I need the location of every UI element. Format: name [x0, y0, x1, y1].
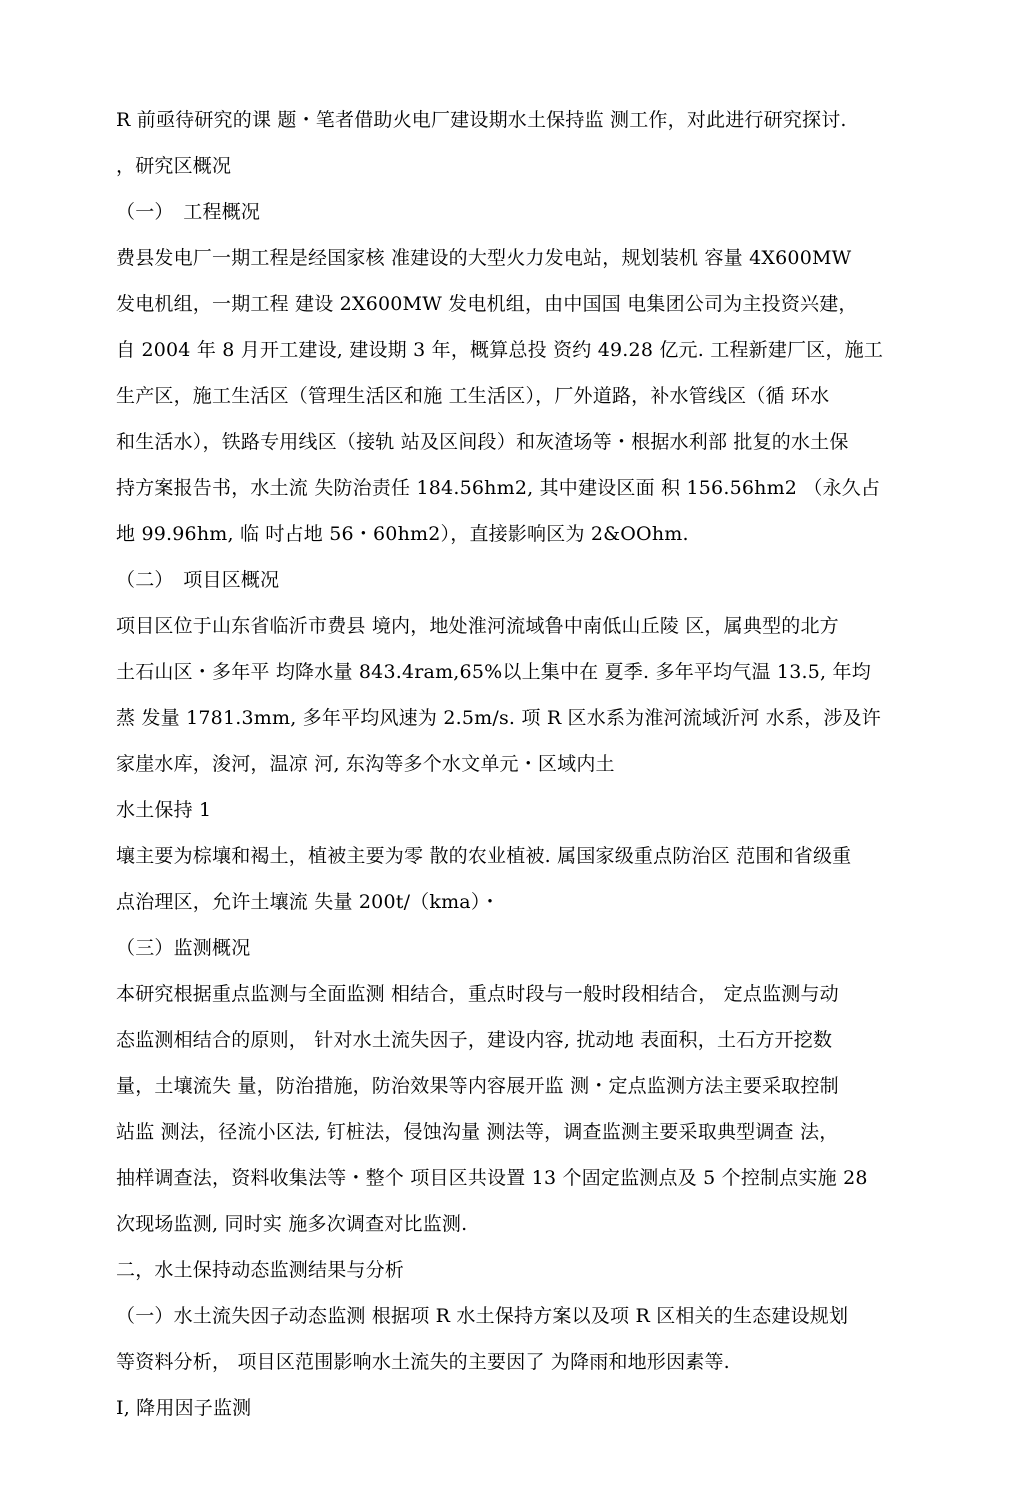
text-line: 自 2004 年 8 月开工建设, 建设期 3 年，概算总投 资约 49.28 亿元. 工程新建厂区，施工 — [116, 339, 884, 361]
subsection-heading: I, 降用因子监测 — [116, 1397, 252, 1419]
subsection-heading: （二） 项目区概况 — [116, 569, 280, 591]
text-line: 和生活水），铁路专用线区（接轨 站及区间段）和灰渣场等・根据水利部 批复的水土保 — [116, 431, 849, 453]
text-line: 项目区位于山东省临沂市费县 境内，地处淮河流域鲁中南低山丘陵 区，属典型的北方 — [116, 615, 839, 637]
text-line: 土石山区・多年平 均降水量 843.4ram,65%以上集中在 夏季. 多年平均气温 13.5, 年均 — [116, 661, 871, 683]
text-line: 等资料分析， 项目区范围影响水土流失的主要因了 为降雨和地形因素等. — [116, 1351, 730, 1373]
text-line: 持方案报告书，水土流 失防治责任 184.56hm2, 其中建设区面 积 156.56hm2 （永久占 — [116, 477, 881, 499]
section-heading: 二，水土保持动态监测结果与分析 — [116, 1259, 405, 1281]
text-line: 站监 测法，径流小区法, 钉桩法，侵蚀沟量 测法等，调查监测主要采取典型调查 法， — [116, 1121, 839, 1143]
text-line: 态监测相结合的原则， 针对水土流失因子，建设内容, 扰动地 表面积，土石方开挖数 — [116, 1029, 833, 1051]
section-heading: ，研究区概况 — [116, 155, 232, 177]
text-line: 量，土壤流失 量，防治措施，防治效果等内容展开监 测・定点监测方法主要采取控制 — [116, 1075, 839, 1097]
text-line: 本研究根据重点监测与全面监测 相结合，重点时段与一般时段相结合， 定点监测与动 — [116, 983, 839, 1005]
text-line: 水土保持 1 — [116, 799, 212, 821]
text-line: 发电机组，一期工程 建设 2X600MW 发电机组，由中国国 电集团公司为主投资兴建， — [116, 293, 858, 315]
text-line: 抽样调查法，资料收集法等・整个 项目区共设置 13 个固定监测点及 5 个控制点实施 28 — [116, 1167, 868, 1189]
text-line: 点治理区，允许土壤流 失量 200t/（kma）・ — [116, 891, 500, 913]
text-line: R 前亟待研究的课 题・笔者借助火电厂建设期水土保持监 测工作，对此进行研究探讨. — [116, 109, 847, 131]
text-line: 家崖水库，浚河，温凉 河, 东沟等多个水文单元・区域内土 — [116, 753, 615, 775]
text-line: 费县发电厂一期工程是经国家核 准建设的大型火力发电站，规划装机 容量 4X600MW — [116, 247, 852, 269]
text-line: 壤主要为棕壤和褐土，植被主要为零 散的农业植被. 属国家级重点防治区 范围和省级重 — [116, 845, 852, 867]
text-line: 地 99.96hm, 临 吋占地 56・60hm2），直接影响区为 2&OOhm. — [116, 523, 689, 545]
text-line: 蒸 发量 1781.3mm, 多年平均风速为 2.5m/s. 项 R 区水系为淮河流域沂河 水系，涉及许 — [116, 707, 882, 729]
subsection-heading: （一） 工程概况 — [116, 201, 261, 223]
subsection-heading: （三）监测概况 — [116, 937, 251, 959]
text-line: 生产区，施工生活区（管理生活区和施 工生活区），厂外道路，补水管线区（循 环水 — [116, 385, 830, 407]
text-line: （一）水土流失因子动态监测 根据项 R 水土保持方案以及项 R 区相关的生态建设规划 — [116, 1305, 849, 1327]
text-line: 次现场监测, 同时实 施多次调查对比监测. — [116, 1213, 468, 1235]
